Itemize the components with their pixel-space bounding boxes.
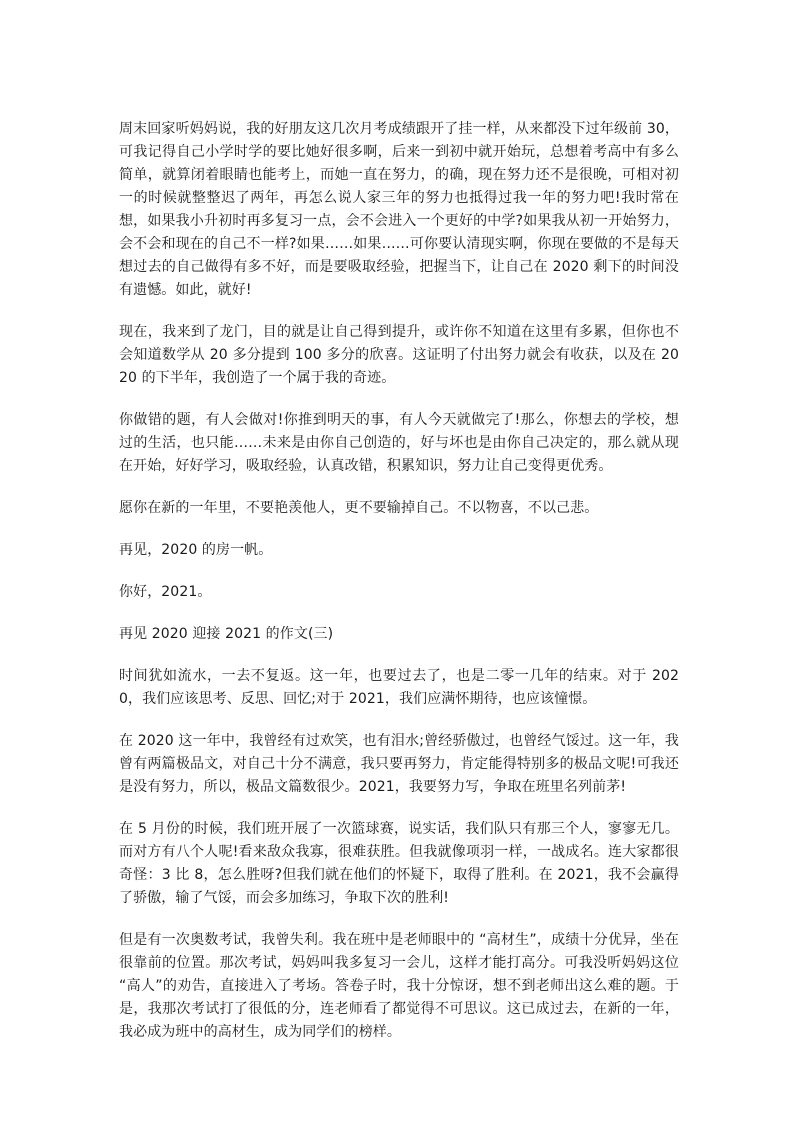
paragraph-6: 你好，2021。 — [119, 584, 212, 600]
paragraph-10: 但是有一次奥数考试，我曾失利。我在班中是老师眼中的 “高材生”，成绩十分优异，坐在很靠前的位置。那次考试，妈妈叫我多复习一会儿，这样才能打高分。可我没听妈妈这位 “高人”的劝告，直接进入了考场。答卷子时，我十分惊讶，想不到老师出这么难的题。于是，我那次考试打了很低的分，连老师看了都觉得不可思议。这已成过去，在新的一年，我必成为班中的高材生，成为同学们的榜样。 — [119, 932, 679, 1040]
paragraph-9: 在 5 月份的时候，我们班开展了一次篮球赛，说实话，我们队只有那三个人，寥寥无几。而对方有八个人呢!看来敌众我寡，很难获胜。但我就像项羽一样，一战成名。连大家都很奇怪：3 比 8，怎么胜呀?但我们就在他们的怀疑下，取得了胜利。在 2021，我不会赢得了骄傲，输了气馁，而会多加练习，争取下次的胜利! — [119, 821, 679, 906]
document-body — [119, 118, 679, 1063]
paragraph-2: 现在，我来到了龙门，目的就是让自己得到提升，或许你不知道在这里有多累，但你也不会知道数学从 20 多分提到 100 多分的欣喜。这证明了付出努力就会有收获，以及在 2020 的下半年，我创造了一个属于我的奇迹。 — [119, 324, 679, 386]
paragraph-3: 你做错的题，有人会做对!你推到明天的事，有人今天就做完了!那么，你想去的学校，想过的生活，也只能……未来是由你自己创造的，好与坏也是由你自己决定的，那么就从现在开始，好好学习，吸取经验，认真改错，积累知识，努力让自己变得更优秀。 — [119, 412, 679, 474]
paragraph-4: 愿你在新的一年里，不要艳羡他人，更不要输掉自己。不以物喜，不以己悲。 — [119, 500, 599, 516]
paragraph-7: 时间犹如流水，一去不复返。这一年，也要过去了，也是二零一几年的结束。对于 2020，我们应该思考、反思、回忆;对于 2021，我们应满怀期待，也应该憧憬。 — [119, 668, 679, 707]
paragraph-1: 周末回家听妈妈说，我的好朋友这几次月考成绩跟开了挂一样，从来都没下过年级前 30，可我记得自己小学时学的要比她好很多啊，后来一到初中就开始玩，总想着考高中有多么简单，就算闭着眼睛也能考上，而她一直在努力，的确，现在努力还不是很晚，可相对初一的时候就整整迟了两年，再怎么说人家三年的努力也抵得过我一年的努力吧!我时常在想，如果我小升初时再多复习一点，会不会进入一个更好的中学?如果我从初一开始努力，会不会和现在的自己不一样?如果……如果……可你要认清现实啊，你现在要做的不是每天想过去的自己做得有多不好，而是要吸取经验，把握当下，让自己在 2020 剩下的时间没有遗憾。如此，就好! — [119, 121, 679, 298]
paragraph-5: 再见，2020 的房一帆。 — [119, 542, 273, 558]
paragraph-8: 在 2020 这一年中，我曾经有过欢笑，也有泪水;曾经骄傲过，也曾经气馁过。这一年，我曾有两篇极品文，对自己十分不满意，我只要再努力，肯定能得特别多的极品文呢!可我还是没有努力，所以，极品文篇数很少。2021，我要努力写，争取在班里名列前茅! — [119, 733, 679, 795]
section-heading: 再见 2020 迎接 2021 的作文(三) — [119, 626, 334, 642]
